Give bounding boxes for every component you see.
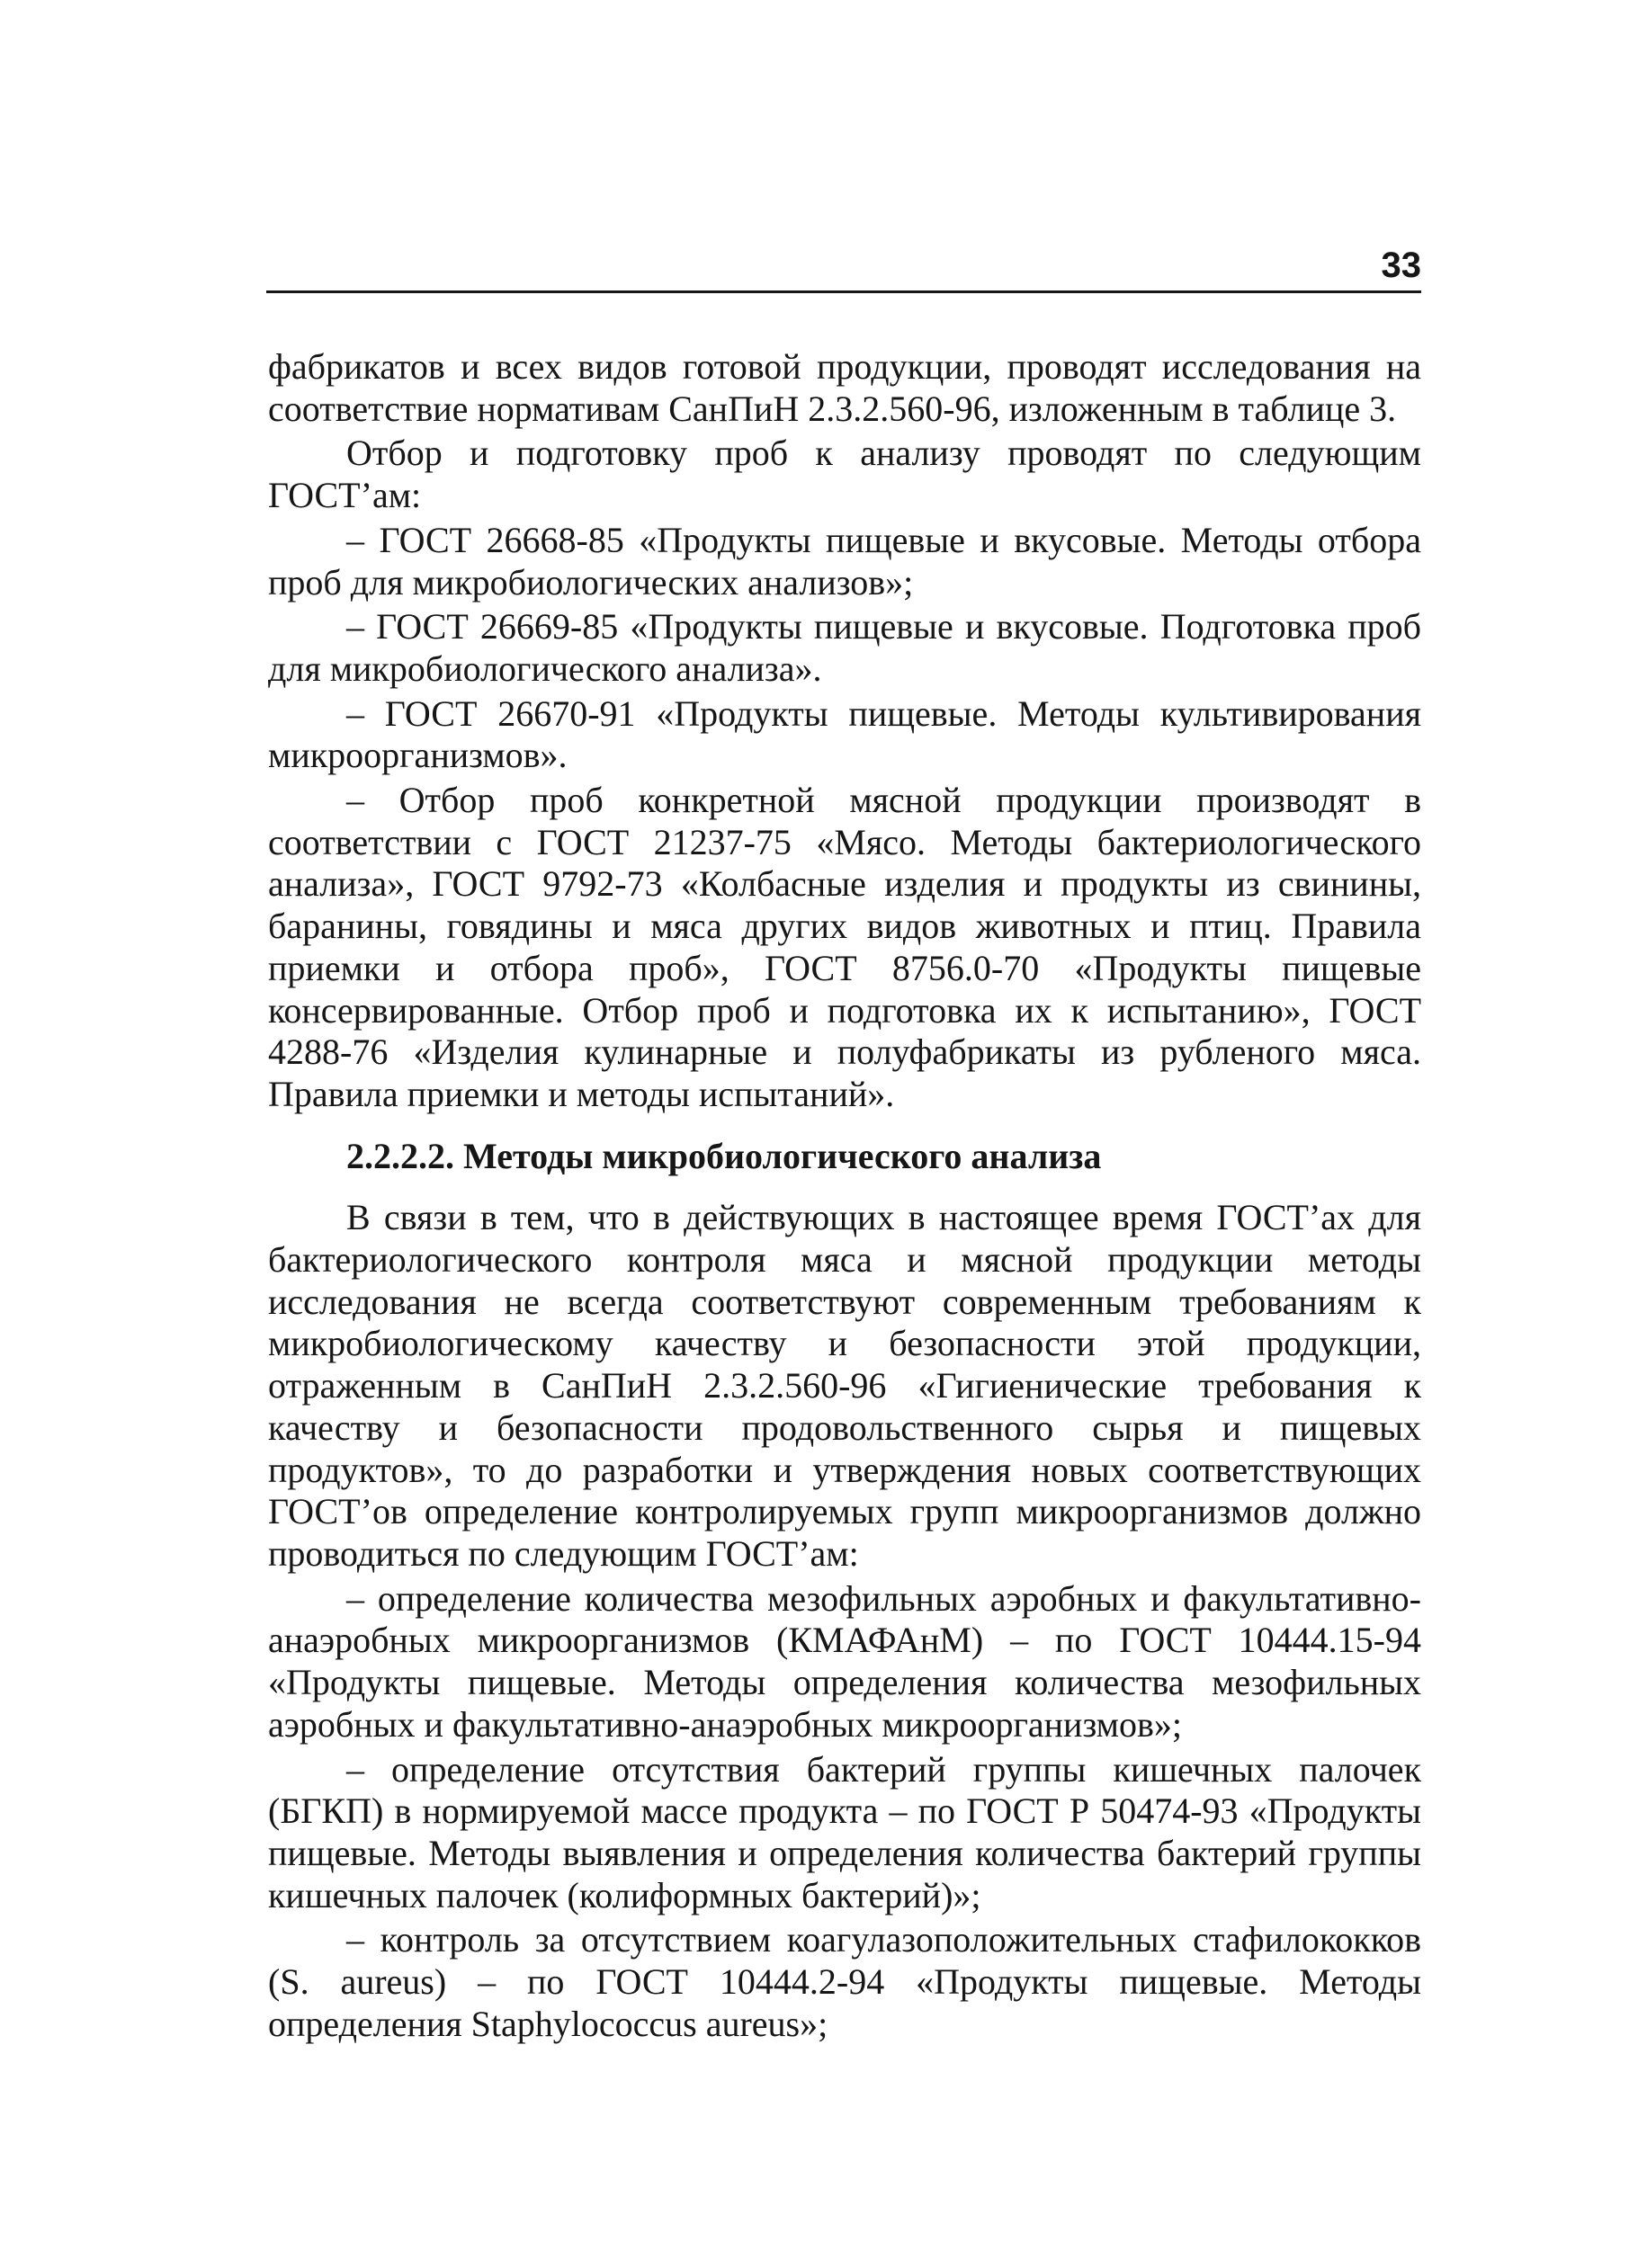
- intro-paragraph: фабрикатов и всех видов готовой продукции, проводят исследования на соответствие нормативам СанПиН 2.3.2.560-96, изложенным в таблице 3.: [268, 346, 1421, 429]
- section-heading: 2.2.2.2. Методы микробиологического анализа: [346, 1135, 1102, 1176]
- methods-list-item: – определение количества мезофильных аэробных и факультативно-анаэробных микроорганизмов (КМАФАнМ) – по ГОСТ 10444.15-94 «Продукты пищевые. Методы определения количества мезофильных аэробных и факультативно-анаэробных микроорганизмов»;: [268, 1577, 1421, 1745]
- methods-list-item: – контроль за отсутствием коагулазоположительных стафилококков (S. aureus) – по ГОСТ 10444.2-94 «Продукты пищевые. Методы определения Staphylococcus aureus»;: [268, 1919, 1421, 2044]
- sampling-list-item: – ГОСТ 26668-85 «Продукты пищевые и вкусовые. Методы отбора проб для микробиологических анализов»;: [268, 519, 1421, 603]
- methods-intro-paragraph: В связи в тем, что в действующих в настоящее время ГОСТ’ах для бактериологического контроля мяса и мясной продукции методы исследования не всегда соответствуют современным требованиям к микробиологическому качеству и безопасности этой продукции, отраженным в СанПиН 2.3.2.560-96 «Гигиенические требования к качеству и безопасности продовольственного сырья и пищевых продуктов», то до разработки и утверждения новых соответствующих ГОСТ’ов определение контролируемых групп микроорганизмов должно проводиться по следующим ГОСТ’ам:: [268, 1197, 1421, 1574]
- page-number: 33: [1381, 246, 1421, 285]
- header-rule: [266, 290, 1421, 293]
- methods-list-item: – определение отсутствия бактерий группы кишечных палочек (БГКП) в нормируемой массе продукта – по ГОСТ Р 50474-93 «Продукты пищевые. Методы выявления и определения количества бактерий группы кишечных палочек (колиформных бактерий)»;: [268, 1748, 1421, 1915]
- sampling-intro-paragraph: Отбор и подготовку проб к анализу проводят по следующим ГОСТ’ам:: [268, 433, 1421, 516]
- sampling-list-item: – ГОСТ 26669-85 «Продукты пищевые и вкусовые. Подготовка проб для микробиологического анализа».: [268, 606, 1421, 689]
- sampling-list-item: – Отбор проб конкретной мясной продукции производят в соответствии с ГОСТ 21237-75 «Мясо. Методы бактериологического анализа», ГОСТ 9792-73 «Колбасные изделия и продукты из свинины, баранины, говядины и мяса других видов животных и птиц. Правила приемки и отбора проб», ГОСТ 8756.0-70 «Продукты пищевые консервированные. Отбор проб и подготовка их к испытанию», ГОСТ 4288-76 «Изделия кулинарные и полуфабрикаты из рубленого мяса. Правила приемки и методы испытаний».: [268, 780, 1421, 1114]
- page-body: [268, 346, 1421, 2045]
- sampling-list-item: – ГОСТ 26670-91 «Продукты пищевые. Методы культивирования микроорганизмов».: [268, 692, 1421, 776]
